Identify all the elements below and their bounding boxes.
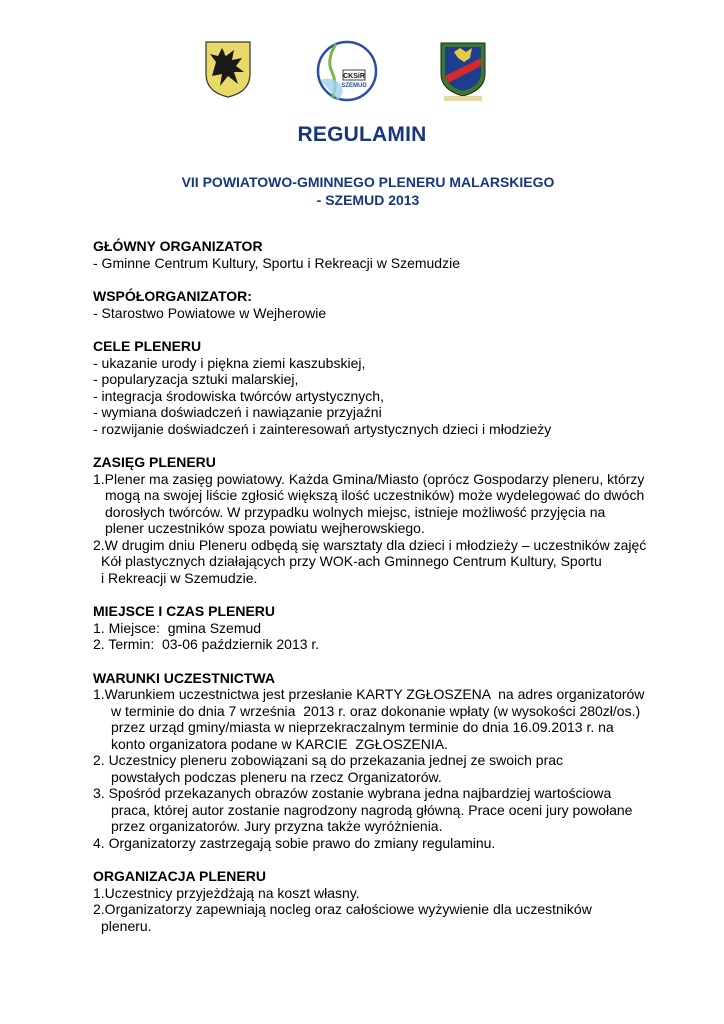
section-line: w terminie do dnia 7 września 2013 r. oraz dokonanie wpłaty (w wysokości 280zł/os.) xyxy=(111,702,641,719)
section-scope xyxy=(93,454,693,586)
section-conditions xyxy=(93,670,693,852)
gmina-crest-logo xyxy=(204,40,252,98)
section-line: przez urząd gminy/miasta w nieprzekraczalnym terminie do dnia 16.09.2013 r. na xyxy=(111,719,614,735)
section-line: powstałych podczas pleneru na rzecz Organizatorów. xyxy=(111,768,442,785)
section-line: pleneru. xyxy=(101,917,152,934)
section-line: praca, której autor zostanie nagrodzony nagrodą główną. Prace oceni jury powołane xyxy=(111,801,633,818)
section-line: mogą na swojej liście zgłosić większą ilość uczestników) może wydelegować do dwóch xyxy=(105,487,645,503)
section-line: i Rekreacji w Szemudzie. xyxy=(101,569,258,586)
logo-row xyxy=(0,40,724,110)
section-line: 3. Spośród przekazanych obrazów zostanie wybrana jedna najbardziej wartościowa xyxy=(93,785,612,801)
section-line: 1. Miejsce: gmina Szemud xyxy=(93,619,262,636)
section-coorganizer xyxy=(93,288,693,321)
section-line: plener uczestników spoza powiatu wejherowskiego. xyxy=(105,520,425,536)
section-place xyxy=(93,603,693,653)
section-line: 1.Plener ma zasięg powiatowy. Każda Gmina/Miasto (oprócz Gospodarzy pleneru, którzy xyxy=(93,470,645,487)
section-line: - popularyzacja sztuki malarskiej, xyxy=(93,371,299,387)
document-subtitle xyxy=(0,173,724,209)
section-line: 2.Organizatorzy zapewniają nocleg oraz całościowe wyżywienie dla uczestników xyxy=(93,901,592,917)
section-line: - integracja środowiska twórców artystycznych, xyxy=(93,387,384,404)
subtitle-line-1: VII POWIATOWO-GMINNEGO PLENERU MALARSKIEGO xyxy=(181,174,555,190)
section-heading: WSPÓŁORGANIZATOR: xyxy=(93,288,252,304)
powiat-crest-logo xyxy=(438,40,488,102)
section-line: Kół plastycznych działających przy WOK-ach Gminnego Centrum Kultury, Sportu xyxy=(101,553,602,569)
section-heading: MIEJSCE I CZAS PLENERU xyxy=(93,603,276,619)
section-heading: ZASIĘG PLENERU xyxy=(93,454,216,470)
section-line: - Starostwo Powiatowe w Wejherowie xyxy=(93,304,327,321)
section-line: - ukazanie urody i piękna ziemi kaszubskiej, xyxy=(93,354,366,371)
document-title: REGULAMIN xyxy=(297,123,427,146)
section-line: - Gminne Centrum Kultury, Sportu i Rekreacji w Szemudzie xyxy=(93,254,460,271)
section-line: konto organizatora podane w KARCIE ZGŁOSZENIA. xyxy=(111,735,448,752)
subtitle-line-2: - SZEMUD 2013 xyxy=(316,192,420,208)
section-line: 1.Uczestnicy przyjeżdżają na koszt własny. xyxy=(93,884,360,901)
section-heading: GŁÓWNY ORGANIZATOR xyxy=(93,238,263,254)
ckstir-szemud-logo xyxy=(316,40,378,102)
section-line: 2. Termin: 03-06 październik 2013 r. xyxy=(93,636,320,652)
svg-text:SZEMUD: SZEMUD xyxy=(341,83,367,89)
section-line: - rozwijanie doświadczeń i zainteresowań artystycznych dzieci i młodzieży xyxy=(93,420,552,437)
section-line: - wymiana doświadczeń i nawiązanie przyjaźni xyxy=(93,404,382,420)
section-organization xyxy=(93,868,693,934)
section-goals xyxy=(93,338,693,437)
section-heading: WARUNKI UCZESTNICTWA xyxy=(93,669,275,686)
svg-text:CKSiR: CKSiR xyxy=(343,73,365,80)
section-line: dorosłych twórców. W przypadku wolnych miejsc, istnieje możliwość przyjęcia na xyxy=(105,503,606,520)
section-organizer xyxy=(93,238,693,271)
section-line: przez organizatorów. Jury przyzna także wyróżnienia. xyxy=(111,818,443,834)
section-heading: ORGANIZACJA PLENERU xyxy=(93,868,266,884)
section-heading: CELE PLENERU xyxy=(93,338,202,354)
regulations-body xyxy=(93,238,693,951)
section-line: 1.Warunkiem uczestnictwa jest przesłanie KARTY ZGŁOSZENA na adres organizatorów xyxy=(93,686,645,702)
section-line: 2.W drugim dniu Pleneru odbędą się warsztaty dla dzieci i młodzieży – uczestników zajęć xyxy=(93,536,647,553)
section-line: 4. Organizatorzy zastrzegają sobie prawo do zmiany regulaminu. xyxy=(93,834,496,851)
section-line: 2. Uczestnicy pleneru zobowiązani są do przekazania jednej ze swoich prac xyxy=(93,752,564,768)
